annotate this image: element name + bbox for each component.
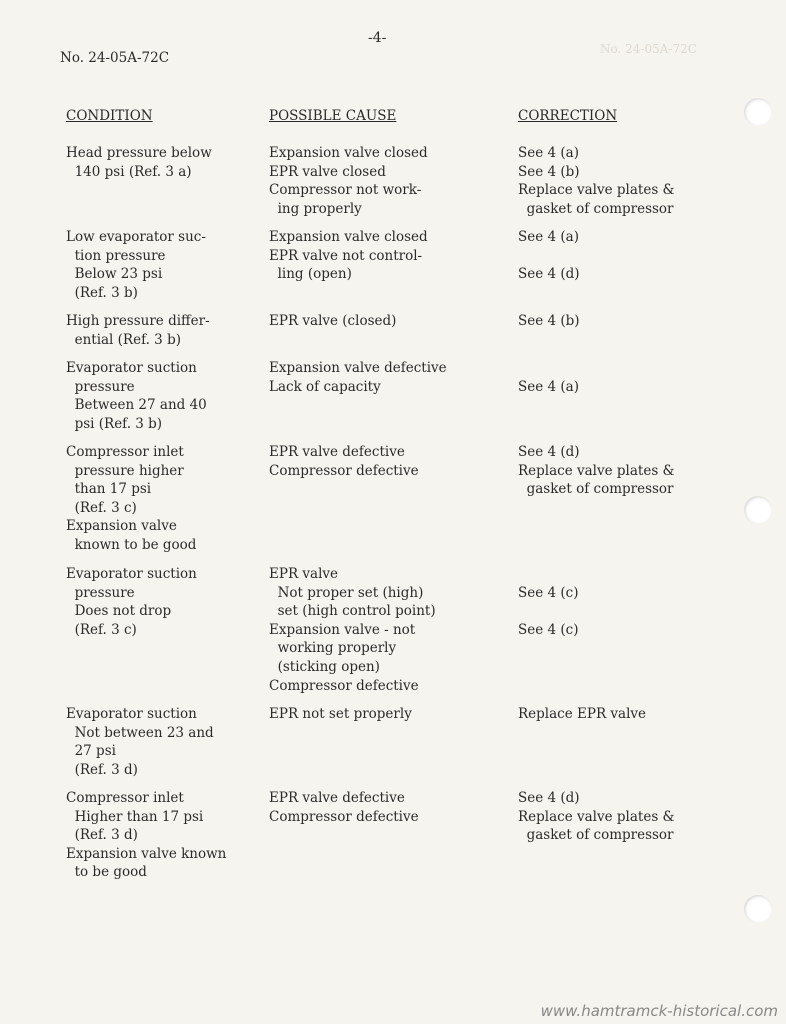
- bleed-through-text: No. 24-05A-72C: [600, 42, 697, 56]
- row-6-condition: Evaporator suction pressure Does not drop (Ref. 3 c): [66, 566, 197, 638]
- row-1-cause: Expansion valve closed EPR valve closed Compressor not work- ing properly: [269, 145, 428, 217]
- header-correction: CORRECTION: [518, 108, 618, 124]
- website-watermark: www.hamtramck-historical.com: [540, 1002, 778, 1020]
- row-7-condition: Evaporator suction Not between 23 and 27 psi (Ref. 3 d): [66, 706, 214, 778]
- row-2-condition: Low evaporator suc- tion pressure Below 23 psi (Ref. 3 b): [66, 229, 206, 301]
- row-5-correction: See 4 (d) Replace valve plates & gasket of compressor: [518, 444, 675, 498]
- row-8-condition: Compressor inlet Higher than 17 psi (Ref. 3 d) Expansion valve known to be good: [66, 790, 227, 881]
- header-possible-cause: POSSIBLE CAUSE: [269, 108, 397, 124]
- row-6-cause: EPR valve Not proper set (high) set (high control point) Expansion valve - not working properly (sticking open) Compressor defective: [269, 566, 436, 694]
- row-5-cause: EPR valve defective Compressor defective: [269, 444, 419, 479]
- binder-hole-middle: [744, 496, 772, 524]
- row-4-cause: Expansion valve defective Lack of capacity: [269, 360, 447, 395]
- row-2-correction: See 4 (a) See 4 (d): [518, 229, 580, 283]
- row-3-correction: See 4 (b): [518, 313, 580, 329]
- row-8-cause: EPR valve defective Compressor defective: [269, 790, 419, 825]
- header-condition: CONDITION: [66, 108, 153, 124]
- row-8-correction: See 4 (d) Replace valve plates & gasket of compressor: [518, 790, 675, 844]
- binder-hole-bottom: [744, 895, 772, 923]
- row-4-correction: See 4 (a): [518, 378, 579, 395]
- row-7-cause: EPR not set properly: [269, 706, 412, 722]
- row-7-correction: Replace EPR valve: [518, 706, 647, 722]
- row-1-correction: See 4 (a) See 4 (b) Replace valve plates & gasket of compressor: [518, 145, 675, 217]
- row-5-condition: Compressor inlet pressure higher than 17 psi (Ref. 3 c) Expansion valve known to be good: [66, 444, 197, 553]
- row-6-correction: See 4 (c) See 4 (c): [518, 584, 579, 638]
- binder-hole-top: [744, 98, 772, 126]
- row-2-cause: Expansion valve closed EPR valve not control- ling (open): [269, 229, 428, 283]
- row-3-cause: EPR valve (closed): [269, 313, 397, 329]
- row-4-condition: Evaporator suction pressure Between 27 and 40 psi (Ref. 3 b): [66, 360, 207, 432]
- row-3-condition: High pressure differ- ential (Ref. 3 b): [66, 313, 210, 348]
- page-number: -4-: [368, 30, 387, 46]
- row-1-condition: Head pressure below 140 psi (Ref. 3 a): [66, 145, 212, 180]
- document-number: No. 24-05A-72C: [60, 50, 170, 66]
